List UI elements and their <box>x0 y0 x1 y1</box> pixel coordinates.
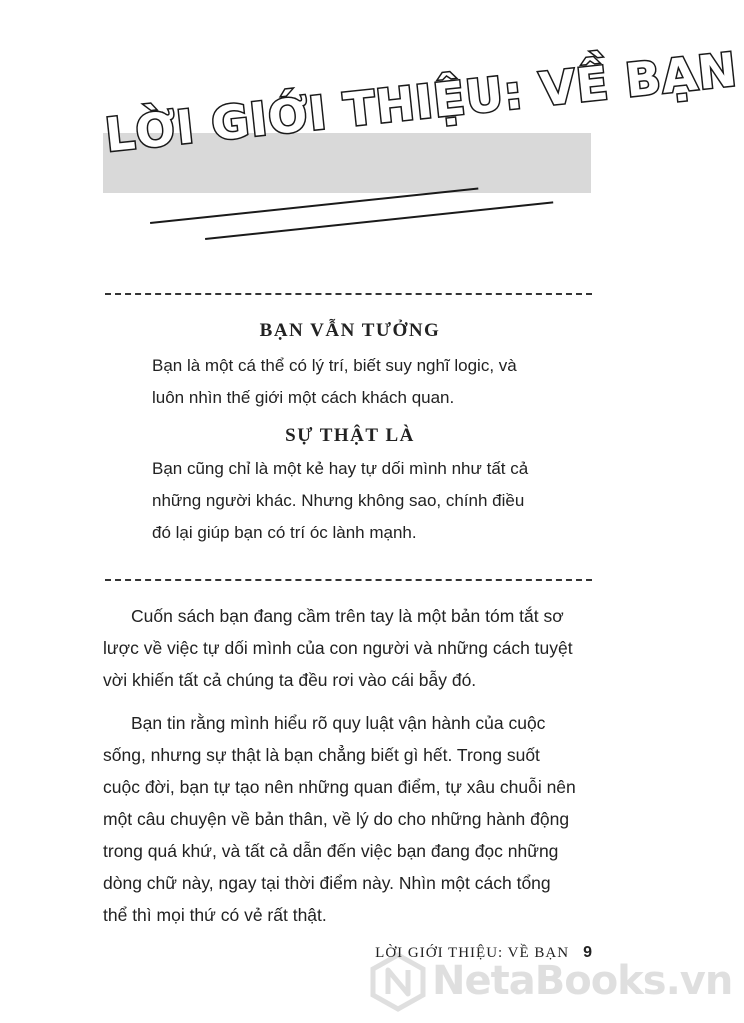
body-paragraph-2 <box>103 707 593 931</box>
paragraph-line: Cuốn sách bạn đang cầm trên tay là một bản tóm tắt sơ <box>131 606 564 626</box>
title-underline-rule <box>205 201 553 240</box>
paragraph-line: cuộc đời, bạn tự tạo nên những quan điểm, tự xâu chuỗi nên <box>103 777 576 797</box>
truth-text <box>152 453 572 549</box>
watermark-text: NetaBooks.vn <box>432 958 733 1004</box>
paragraph-line: lược về việc tự dối mình của con người và những cách tuyệt <box>103 638 573 658</box>
paragraph-line: một câu chuyện về bản thân, về lý do cho những hành động <box>103 809 570 829</box>
running-head: LỜI GIỚI THIỆU: VỀ BẠN <box>375 945 570 961</box>
truth-line: những người khác. Nhưng không sao, chính điều <box>152 491 525 510</box>
watermark <box>368 950 733 1020</box>
netabooks-logo-icon <box>368 952 428 1012</box>
myth-text <box>152 350 572 414</box>
myth-line: luôn nhìn thế giới một cách khách quan. <box>152 388 455 407</box>
dashed-divider-bottom <box>105 579 592 581</box>
paragraph-line: Bạn tin rằng mình hiểu rõ quy luật vận hành của cuộc <box>131 713 546 733</box>
chapter-title: LỜI GIỚI THIỆU: VỀ BẠN <box>102 42 740 163</box>
paragraph-line: vời khiến tất cả chúng ta đều rơi vào cái bẫy đó. <box>103 670 477 690</box>
myth-line: Bạn là một cá thể có lý trí, biết suy nghĩ logic, và <box>152 356 517 375</box>
paragraph-line: trong quá khứ, và tất cả dẫn đến việc bạn đang đọc những <box>103 841 559 861</box>
truth-line: Bạn cũng chỉ là một kẻ hay tự dối mình như tất cả <box>152 459 529 478</box>
truth-line: đó lại giúp bạn có trí óc lành mạnh. <box>152 523 417 542</box>
paragraph-line: dòng chữ này, ngay tại thời điểm này. Nhìn một cách tổng <box>103 873 551 893</box>
paragraph-line: thể thì mọi thứ có vẻ rất thật. <box>103 905 327 925</box>
paragraph-line: sống, nhưng sự thật là bạn chẳng biết gì hết. Trong suốt <box>103 745 540 765</box>
chapter-title-block <box>0 0 740 260</box>
dashed-divider-top <box>105 293 592 295</box>
myth-heading: BẠN VẪN TƯỞNG <box>259 320 441 341</box>
body-paragraph-1 <box>103 600 593 696</box>
truth-heading: SỰ THẬT LÀ <box>285 425 415 446</box>
page-number: 9 <box>583 944 592 961</box>
